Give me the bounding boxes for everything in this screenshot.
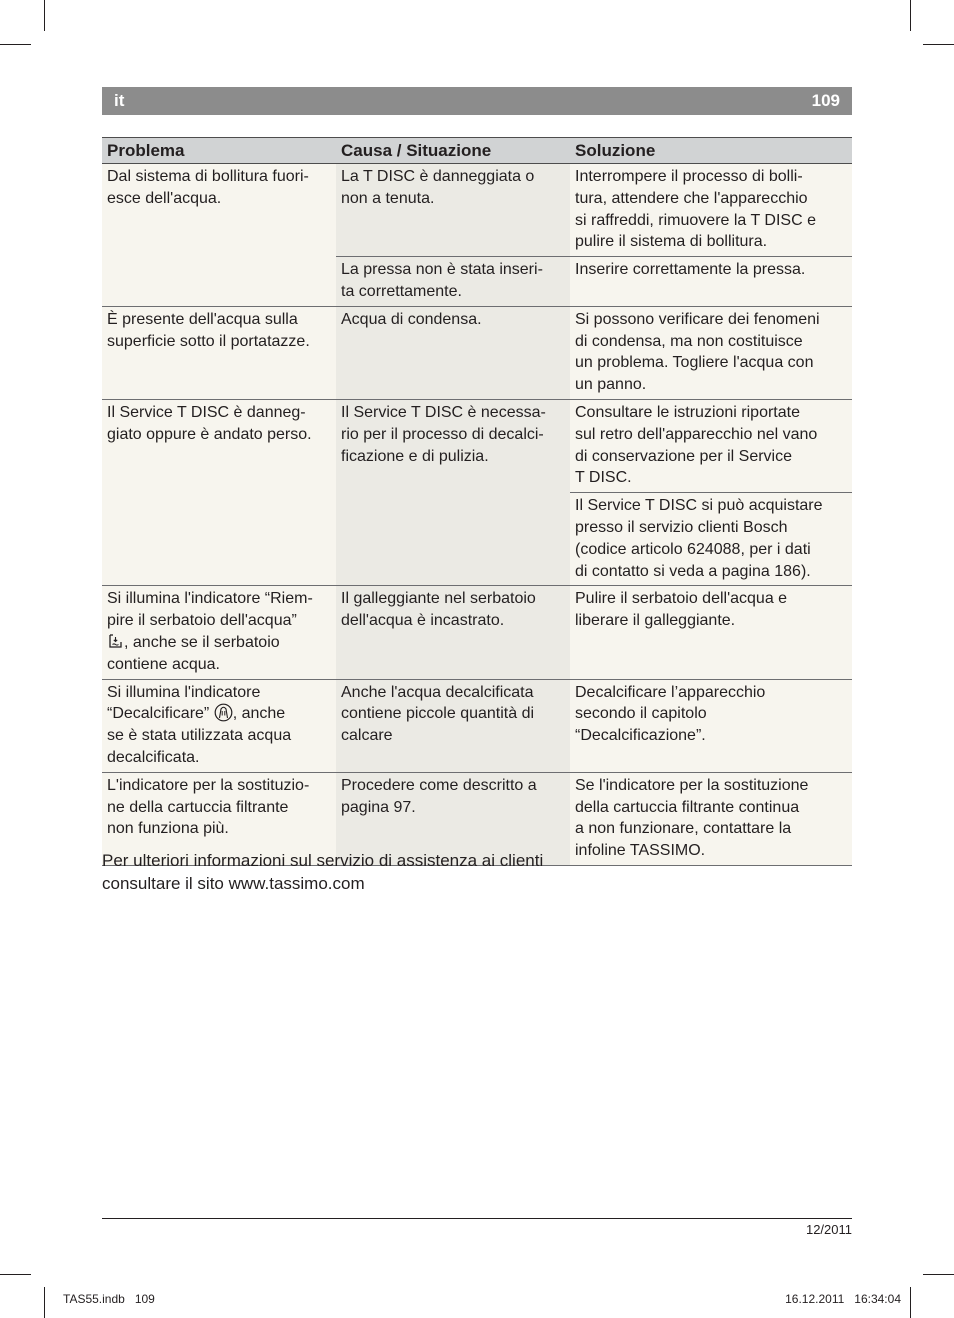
solution-cell: Si possono verificare dei fenomeni di condensa, ma non costituisce un problema. Togliere l'acqua con un panno.	[570, 306, 852, 399]
problem-cell: È presente dell'acqua sulla superficie sotto il portatazze.	[102, 306, 336, 399]
problem-cell: L'indicatore per la sostituzio- ne della cartuccia filtrante non funziona più.	[102, 772, 336, 865]
solution-cell: Consultare le istruzioni riportate sul retro dell'apparecchio nel vano di conservazione per il Service T DISC.	[570, 399, 852, 492]
table-row	[102, 306, 852, 399]
cause-cell: Il Service T DISC è necessa- rio per il processo di decalci- ficazione e di pulizia.	[336, 399, 570, 585]
cause-cell: La pressa non è stata inseri- ta correttamente.	[336, 257, 570, 307]
column-header-solution: Soluzione	[570, 138, 852, 164]
solution-cell: Il Service T DISC si può acquistare presso il servizio clienti Bosch (codice articolo 624088, per i dati di contatto si veda a pagina 186).	[570, 493, 852, 586]
cause-cell: Acqua di condensa.	[336, 306, 570, 399]
table-header-row	[102, 138, 852, 164]
problem-cell: Si illumina l'indicatore “Decalcificare” , anche se è stata utilizzata acqua decalcificata.	[102, 679, 336, 772]
customer-service-note: Per ulteriori informazioni sul servizio di assistenza ai clienti consultare il sito www.tassimo.com	[102, 851, 544, 893]
solution-cell: Decalcificare l’apparecchio secondo il capitolo “Decalcificazione”.	[570, 679, 852, 772]
language-code: it	[114, 91, 125, 110]
print-slug-file: TAS55.indb 109	[63, 1292, 155, 1306]
cause-cell: Procedere come descritto a pagina 97.	[336, 772, 570, 865]
footer-date: 12/2011	[805, 1222, 852, 1237]
column-header-problem: Problema	[102, 138, 336, 164]
cause-cell: La T DISC è danneggiata o non a tenuta.	[336, 164, 570, 257]
solution-cell: Inserire correttamente la pressa.	[570, 257, 852, 307]
table-row	[102, 399, 852, 492]
page-header	[102, 87, 852, 115]
column-header-cause: Causa / Situazione	[336, 138, 570, 164]
problem-cell: Si illumina l'indicatore “Riem- pire il serbatoio dell'acqua” , anche se il serbatoio contiene acqua.	[102, 586, 336, 679]
solution-cell: Se l'indicatore per la sostituzione della cartuccia filtrante continua a non funzionare, contattare la infoline TASSIMO.	[570, 772, 852, 865]
problem-cell: Dal sistema di bollitura fuori- esce dell'acqua.	[102, 164, 336, 307]
solution-cell: Pulire il serbatoio dell'acqua e liberare il galleggiante.	[570, 586, 852, 679]
footer-divider	[102, 1218, 852, 1219]
cause-cell: Il galleggiante nel serbatoio dell'acqua è incastrato.	[336, 586, 570, 679]
solution-cell: Interrompere il processo di bolli- tura, attendere che l'apparecchio si raffreddi, rimuovere la T DISC e pulire il sistema di bollitura.	[570, 164, 852, 257]
descale-icon	[214, 703, 233, 722]
page-number: 109	[811, 91, 840, 110]
problem-cell: Il Service T DISC è danneg- giato oppure è andato perso.	[102, 399, 336, 585]
cause-cell: Anche l'acqua decalcificata contiene piccole quantità di calcare	[336, 679, 570, 772]
troubleshooting-table	[102, 137, 852, 866]
table-row	[102, 164, 852, 257]
print-slug-timestamp: 16.12.2011 16:34:04	[785, 1292, 901, 1306]
table-row	[102, 586, 852, 679]
table-row	[102, 679, 852, 772]
water-tank-icon	[107, 633, 124, 650]
